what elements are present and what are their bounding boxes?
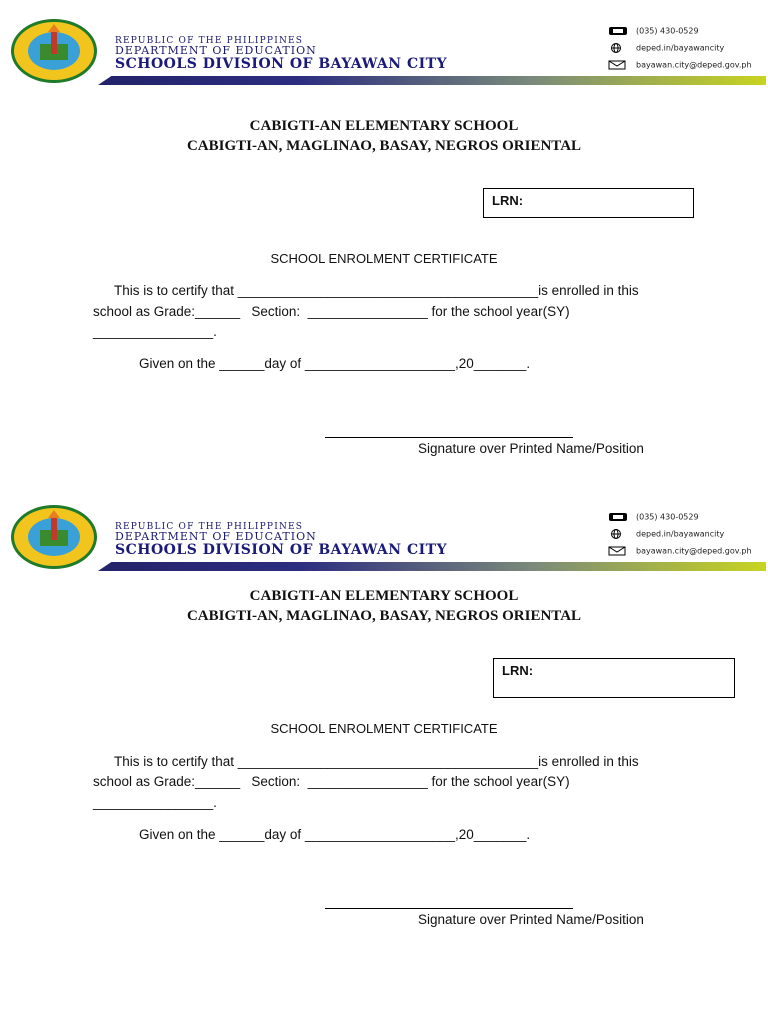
republic-text: REPUBLIC OF THE PHILIPPINES (115, 522, 304, 532)
lrn-label: LRN: (492, 193, 524, 208)
website-text: deped.in/bayawancity (636, 43, 725, 53)
phone-icon (608, 512, 628, 522)
phone-text: (035) 430-0529 (636, 26, 699, 36)
school-address: CABIGTI-AN, MAGLINAO, BASAY, NEGROS ORIENTAL (186, 608, 582, 624)
globe-icon (608, 43, 628, 53)
contact-email (608, 60, 752, 70)
division-name: SCHOOLS DIVISION OF BAYAWAN CITY (115, 56, 448, 72)
certify-line-1: This is to certify that ________________________________________is enrolled in this (114, 754, 639, 769)
signature-line (325, 437, 573, 438)
certificate-title: SCHOOL ENROLMENT CERTIFICATE (270, 251, 498, 266)
certificate-title: SCHOOL ENROLMENT CERTIFICATE (270, 721, 498, 736)
contact-phone (608, 512, 699, 522)
email-text: bayawan.city@deped.gov.ph (636, 60, 752, 70)
phone-text: (035) 430-0529 (636, 512, 699, 522)
lrn-label: LRN: (502, 663, 534, 678)
certificate-2 (0, 486, 768, 956)
republic-text: REPUBLIC OF THE PHILIPPINES (115, 36, 304, 46)
school-name: CABIGTI-AN ELEMENTARY SCHOOL (249, 588, 519, 604)
lrn-box[interactable] (493, 658, 735, 698)
contact-website (608, 529, 724, 539)
department-text: DEPARTMENT OF EDUCATION (115, 530, 317, 543)
certify-line-3: ________________. (93, 795, 217, 810)
lrn-box[interactable] (483, 188, 694, 218)
header-color-bar (98, 76, 766, 85)
envelope-icon (608, 546, 628, 556)
contact-website (608, 43, 724, 53)
envelope-icon (608, 60, 628, 70)
website-text: deped.in/bayawancity (636, 529, 725, 539)
phone-icon (608, 26, 628, 36)
given-line: Given on the ______day of ____________________,20_______. (139, 827, 531, 842)
school-address: CABIGTI-AN, MAGLINAO, BASAY, NEGROS ORIENTAL (186, 138, 582, 154)
certificate-1 (0, 0, 768, 470)
contact-email (608, 546, 752, 556)
header-color-bar (98, 562, 766, 571)
division-name: SCHOOLS DIVISION OF BAYAWAN CITY (115, 542, 448, 558)
school-name: CABIGTI-AN ELEMENTARY SCHOOL (249, 118, 519, 134)
certify-line-3: ________________. (93, 324, 217, 339)
division-seal-logo (10, 504, 98, 570)
certify-line-2: school as Grade:______ Section: ________________ for the school year(SY) (93, 774, 570, 789)
signature-caption: Signature over Printed Name/Position (418, 912, 644, 927)
certify-line-1: This is to certify that ________________________________________is enrolled in this (114, 283, 639, 298)
email-text: bayawan.city@deped.gov.ph (636, 546, 752, 556)
division-seal-logo (10, 18, 98, 84)
signature-caption: Signature over Printed Name/Position (418, 441, 644, 456)
contact-phone (608, 26, 699, 36)
department-text: DEPARTMENT OF EDUCATION (115, 44, 317, 57)
signature-line (325, 908, 573, 909)
globe-icon (608, 529, 628, 539)
given-line: Given on the ______day of ____________________,20_______. (139, 356, 531, 371)
certify-line-2: school as Grade:______ Section: ________________ for the school year(SY) (93, 304, 570, 319)
